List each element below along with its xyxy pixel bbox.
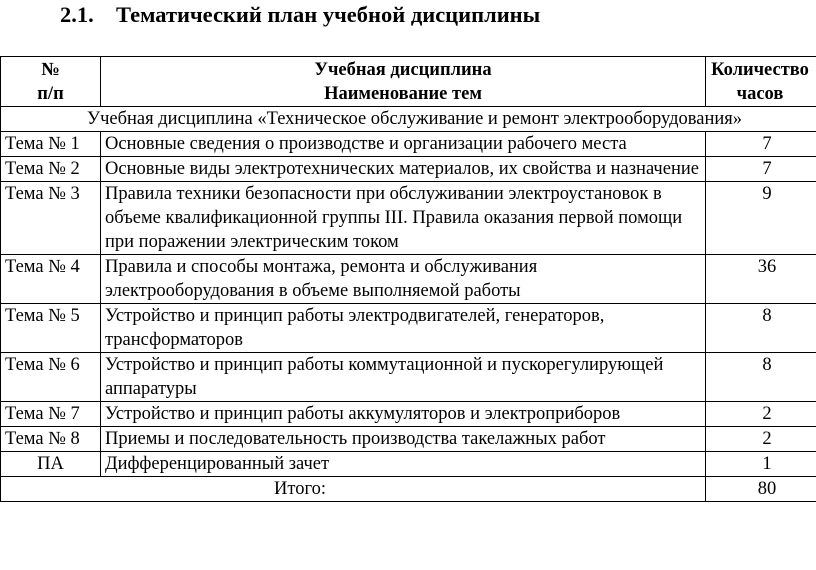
topic-hours-cell: 7 bbox=[706, 157, 816, 182]
topic-hours-cell: 8 bbox=[706, 304, 816, 353]
topic-name-cell: Устройство и принцип работы аккумуляторов и электроприборов bbox=[101, 402, 706, 427]
discipline-title: Учебная дисциплина «Техническое обслуживание и ремонт электрооборудования» bbox=[1, 107, 816, 132]
topic-rows bbox=[1, 132, 816, 477]
table-row bbox=[1, 157, 816, 182]
topic-number-cell: Тема № 5 bbox=[1, 304, 101, 353]
topic-name-cell: Приемы и последовательность производства такелажных работ bbox=[101, 427, 706, 452]
topic-name-cell: Основные сведения о производстве и организации рабочего места bbox=[101, 132, 706, 157]
header-hours-cell bbox=[706, 57, 816, 107]
section-number: 2.1. bbox=[60, 2, 94, 27]
header-quantity-label: Количество bbox=[711, 60, 809, 80]
topic-number-cell: Тема № 6 bbox=[1, 353, 101, 402]
topic-number-cell: Тема № 8 bbox=[1, 427, 101, 452]
discipline-row bbox=[1, 107, 816, 132]
topic-hours-cell: 9 bbox=[706, 182, 816, 255]
header-hours-label: часов bbox=[736, 84, 784, 104]
thematic-plan-table bbox=[0, 56, 816, 502]
topic-number-cell: Тема № 1 bbox=[1, 132, 101, 157]
topic-number-cell: Тема № 4 bbox=[1, 255, 101, 304]
table-row bbox=[1, 402, 816, 427]
topic-hours-cell: 7 bbox=[706, 132, 816, 157]
topic-name-cell: Дифференцированный зачет bbox=[101, 452, 706, 477]
header-number-symbol: № bbox=[41, 60, 60, 80]
topic-number-cell: Тема № 3 bbox=[1, 182, 101, 255]
header-topic-cell bbox=[101, 57, 706, 107]
total-row bbox=[1, 477, 816, 502]
table-row bbox=[1, 132, 816, 157]
table-row bbox=[1, 452, 816, 477]
topic-name-cell: Устройство и принцип работы электродвигателей, генераторов, трансформаторов bbox=[101, 304, 706, 353]
topic-name-cell: Основные виды электротехнических материалов, их свойства и назначение bbox=[101, 157, 706, 182]
topic-hours-cell: 8 bbox=[706, 353, 816, 402]
topic-hours-cell: 2 bbox=[706, 427, 816, 452]
table-row bbox=[1, 304, 816, 353]
topic-name-cell: Устройство и принцип работы коммутационной и пускорегулирующей аппаратуры bbox=[101, 353, 706, 402]
section-title: Тематический план учебной дисциплины bbox=[116, 2, 541, 27]
table-row bbox=[1, 255, 816, 304]
header-discipline-label: Учебная дисциплина bbox=[314, 60, 492, 80]
topic-number-cell: ПА bbox=[1, 452, 101, 477]
table-row bbox=[1, 427, 816, 452]
topic-number-cell: Тема № 2 bbox=[1, 157, 101, 182]
topic-hours-cell: 36 bbox=[706, 255, 816, 304]
table-header-row bbox=[1, 57, 816, 107]
topic-hours-cell: 2 bbox=[706, 402, 816, 427]
topic-number-cell: Тема № 7 bbox=[1, 402, 101, 427]
topic-name-cell: Правила и способы монтажа, ремонта и обслуживания электрооборудования в объеме выполняемой работы bbox=[101, 255, 706, 304]
total-label: Итого: bbox=[1, 477, 706, 502]
header-number-cell bbox=[1, 57, 101, 107]
header-topic-name-label: Наименование тем bbox=[324, 84, 482, 104]
section-heading bbox=[60, 2, 540, 28]
table-row bbox=[1, 182, 816, 255]
total-hours: 80 bbox=[706, 477, 816, 502]
topic-hours-cell: 1 bbox=[706, 452, 816, 477]
topic-name-cell: Правила техники безопасности при обслуживании электроустановок в объеме квалификационной группы III. Правила оказания первой помощи при поражении электрическим током bbox=[101, 182, 706, 255]
header-number-label: п/п bbox=[37, 84, 64, 104]
table-row bbox=[1, 353, 816, 402]
